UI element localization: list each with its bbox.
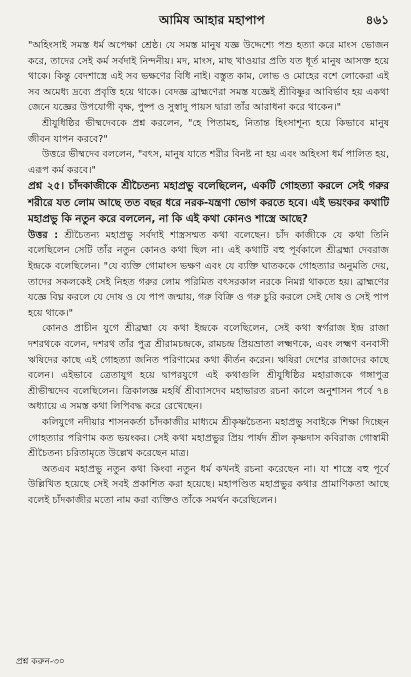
answer-text: শ্রীচৈতন্য মহাপ্রভু সর্বদাই শাস্ত্রসম্মত কথা বলেছেন। চাঁদ কাজীকে যে কথা তিনি বলেছিলেন সেটি তাঁর নতুন কোনও কথা ছিল না। এই কথাটি বহু পূর্বকালে শ্রীব্রহ্মা দেবরাজ ইন্দ্রকে বলেছিলেন। "যে ব্যক্তি গোমাংস ভক্ষণ এবং যে ব্যক্তি ঘাতককে গোহত্যার অনুমতি দেয়, তাদের সকলকেই সেই নিহত গরুর লোম পরিমিত বৎসরকাল নরকে নিমগ্ন থাকতে হয়। ব্রাহ্মণের যজ্ঞে বিঘ্ন করলে যে দোষ ও যে পাপ জন্মায়, গরু বিক্রি ও গরু চুরি করলে সেই দোষ ও সেই পাপ হয়ে থাকে।"	[28, 229, 389, 319]
running-header	[28, 12, 389, 32]
paragraph: অতএব মহাপ্রভু নতুন কথা কিংবা নতুন ধর্ম কখনই রচনা করেছেন না। যা শাস্ত্রে বহু পূর্বে উল্লিখিত হয়েছে সেই সবই প্রকাশিত করা হয়েছে। মহাপণ্ডিত মহাপ্রভুর কথার প্রামাণিকতা আছে বলেই চাঁদকাজীর মতো নাম করা ব্যক্তিও তাঁকে সমর্থন করেছিলেন।	[28, 463, 390, 506]
page-number: ৪৬১	[365, 13, 389, 27]
paragraph: উত্তরে ভীষ্মদেব বললেন, "বৎস, মানুষ যাতে শরীর বিনষ্ট না হয় এবং অহিংসা ধর্ম পালিত হয়, এরূপ কর্ম করবে।"	[28, 149, 389, 176]
paragraph: কলিযুগে নদীয়ার শাসনকর্তা চাঁদকাজীর মাধ্যমে শ্রীকৃষ্ণচৈতন্য মহাপ্রভু সবাইকে শিক্ষা দিচ্ছেন গোহত্যার পরিণাম কত ভয়ংকর। সেই কথা মহাপ্রভুর প্রিয় পার্ষদ শ্রীল কৃষ্ণদাস কবিরাজ গোস্বামী শ্রীচৈতন্য চরিতামৃতে উল্লেখ করেছেন মাত্র।	[28, 416, 389, 460]
paragraph: শ্রীযুধিষ্ঠির ভীষ্মদেবকে প্রশ্ন করলেন, "হে পিতামহ, নিতান্ত হিংসাশূন্য হয়ে কিভাবে মানুষ জীবন যাপন করবে?"	[28, 117, 389, 145]
paragraph: কোনও প্রাচীন যুগে শ্রীব্রহ্মা যে কথা ইন্দ্রকে বলেছিলেন, সেই কথা স্বর্গরাজ ইন্দ্র রাজা দশরথকে বলেন, দশরথ তাঁর পুত্র শ্রীরামচন্দ্রকে, রামচন্দ্র প্রিয়ভ্রাতা লক্ষ্মণকে, এবং লক্ষ্মণ বনবাসী ঋষিদের কাছে এই গোহত্যা জনিত পরিণামের কথা কীর্তন করেন। ঋষিরা দেশের রাজাদের কাছে বলেন। এইভাবে ত্রেতাযুগ হয়ে দ্বাপরযুগে এই কথাগুলি শ্রীযুধিষ্ঠির মহারাজকে গঙ্গাপুত্র শ্রীভীষ্মদেব বলেছিলেন। ত্রিকালজ্ঞ মহর্ষি শ্রীব্যাসদেব মহাভারত রচনা কালে অনুশাসন পর্বে ৭৪ অধ্যায়ে এ সমস্ত কথা লিপিবদ্ধ করে রেখেছেন।	[28, 323, 389, 413]
question-heading: প্রশ্ন ২৫। চাঁদকাজীকে শ্রীচৈতন্য মহাপ্রভু বলেছিলেন, একটি গোহত্যা করলে সেই গরুর শরীরে যত লোম আছে তত বছর ধরে নরক-যন্ত্রণা ভোগ করতে হবে। এই ভয়ংকর কথাটি মহাপ্রভু কি নতুন করে বললেন, না কি এই কথা কোনও শাস্ত্রে আছে?	[28, 180, 389, 226]
answer-paragraph	[28, 228, 389, 322]
answer-label: উত্তর :	[28, 229, 59, 241]
paragraph: "অহিংসাই সমস্ত ধর্ম অপেক্ষা শ্রেষ্ঠ। যে সমস্ত মানুষ যজ্ঞ উদ্দেশ্যে পশু হত্যা করে মাংস ভোজন করে, তাদের সেই কর্ম সর্বদাই নিন্দনীয়। মদ, মাংস, মাছ খাওয়ার প্রতি যত ধূর্ত মানুষ আসক্ত হয়ে থাকে। কিন্তু বেদশাস্ত্রে এই সব ভক্ষণের বিধি নাই। বস্তুত কাম, লোভ ও মোহের বশে লোকেরা এই সব অমেধ্য দ্রব্যে প্রবৃত্তি হয়ে থাকে। বেদজ্ঞ ব্রাহ্মণেরা সমস্ত যজ্ঞেই শ্রীবিষ্ণুর আবির্ভাব হয় একথা জেনে যজ্ঞের উপযোগী বৃক্ষ, পুষ্প ও সুস্বাদু পায়স দ্বারা তাঁর আরাধনা করে থাকেন।"	[28, 40, 389, 114]
page-body	[28, 38, 389, 509]
page-footer: প্রশ্ন করুন-৩০	[16, 657, 65, 667]
running-title: আমিষ আহার মহাপাপ	[158, 13, 265, 27]
